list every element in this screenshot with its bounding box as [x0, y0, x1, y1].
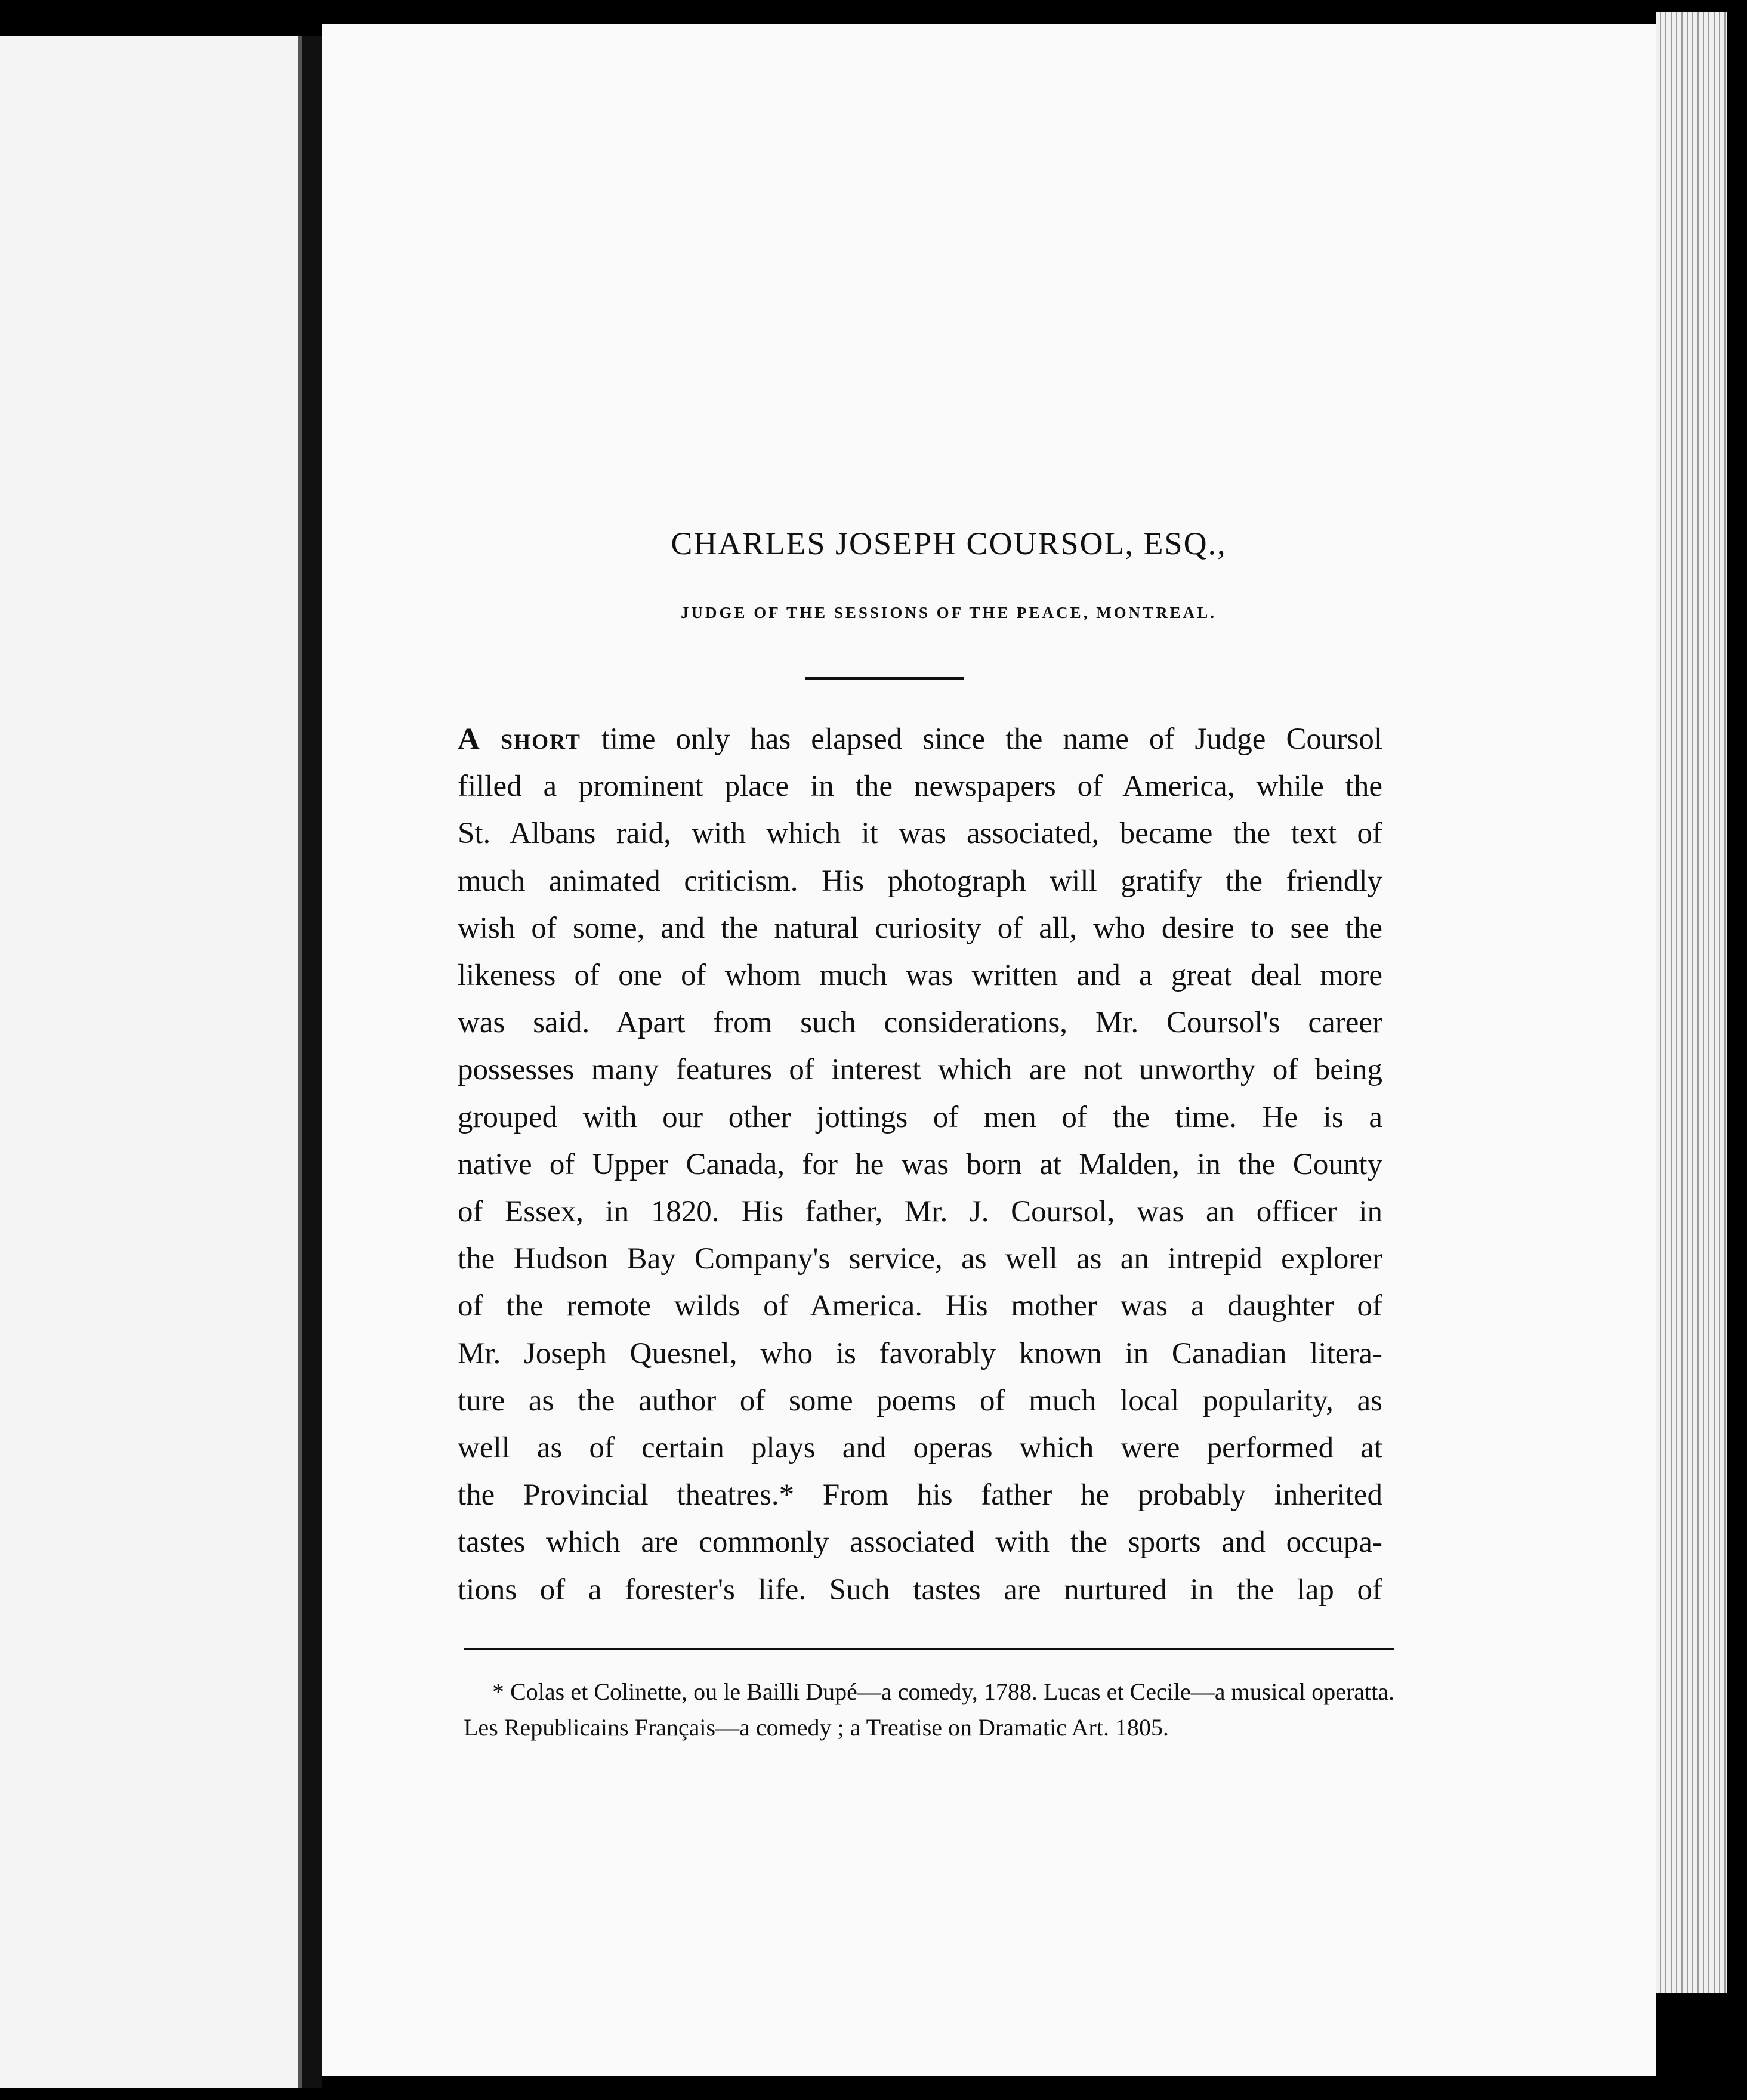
body-line: ture as the author of some poems of much local popularity, as — [458, 1383, 1382, 1418]
body-line: was said. Apart from such considerations, Mr. Coursol's career — [458, 1006, 1382, 1040]
title-divider — [805, 677, 964, 680]
body-line: filled a prominent place in the newspapers of America, while the — [458, 770, 1382, 804]
body-line: tastes which are commonly associated with the sports and occupa- — [458, 1525, 1382, 1559]
body-line: much animated criticism. His photograph will gratify the friendly — [458, 864, 1382, 898]
body-line: wish of some, and the natural curiosity of all, who desire to see the — [458, 911, 1382, 945]
body-line-1: A short time only has elapsed since the name of Judge Coursol — [458, 722, 1382, 756]
body-line: of Essex, in 1820. His father, Mr. J. Coursol, was an officer in — [458, 1195, 1382, 1229]
body-line: grouped with our other jottings of men of the time. He is a — [458, 1100, 1382, 1134]
body-line: well as of certain plays and operas which were performed at — [458, 1431, 1382, 1465]
page-subtitle: JUDGE OF THE SESSIONS OF THE PEACE, MONTREAL. — [681, 604, 1217, 622]
footnote: * Colas et Colinette, ou le Bailli Dupé—a comedy, 1788. Lucas et Cecile—a musical operatta. Les Republicains Français—a comedy ; a Treatise on Dramatic Art. 1805. — [464, 1678, 1394, 1741]
body-line: likeness of one of whom much was written and a great deal more — [458, 959, 1382, 993]
page-title: CHARLES JOSEPH COURSOL, ESQ., — [671, 526, 1227, 561]
body-text — [458, 716, 1382, 1614]
footnote-divider — [464, 1648, 1394, 1650]
body-line: the Hudson Bay Company's service, as well as an intrepid explorer — [458, 1242, 1382, 1276]
page-edges — [1656, 12, 1727, 1993]
body-line: Mr. Joseph Quesnel, who is favorably known in Canadian litera- — [458, 1336, 1382, 1370]
body-line: St. Albans raid, with which it was associated, became the text of — [458, 817, 1382, 851]
body-line: tions of a forester's life. Such tastes are nurtured in the lap of — [458, 1573, 1382, 1607]
body-line: possesses many features of interest which are not unworthy of being — [458, 1053, 1382, 1087]
book-gutter — [302, 36, 322, 2088]
body-line: of the remote wilds of America. His mother was a daughter of — [458, 1289, 1382, 1323]
body-line: the Provincial theatres.* From his father he probably inherited — [458, 1478, 1382, 1512]
body-line: native of Upper Canada, for he was born at Malden, in the County — [458, 1147, 1382, 1181]
opening-words: A short — [458, 722, 581, 756]
facing-page — [0, 36, 302, 2088]
